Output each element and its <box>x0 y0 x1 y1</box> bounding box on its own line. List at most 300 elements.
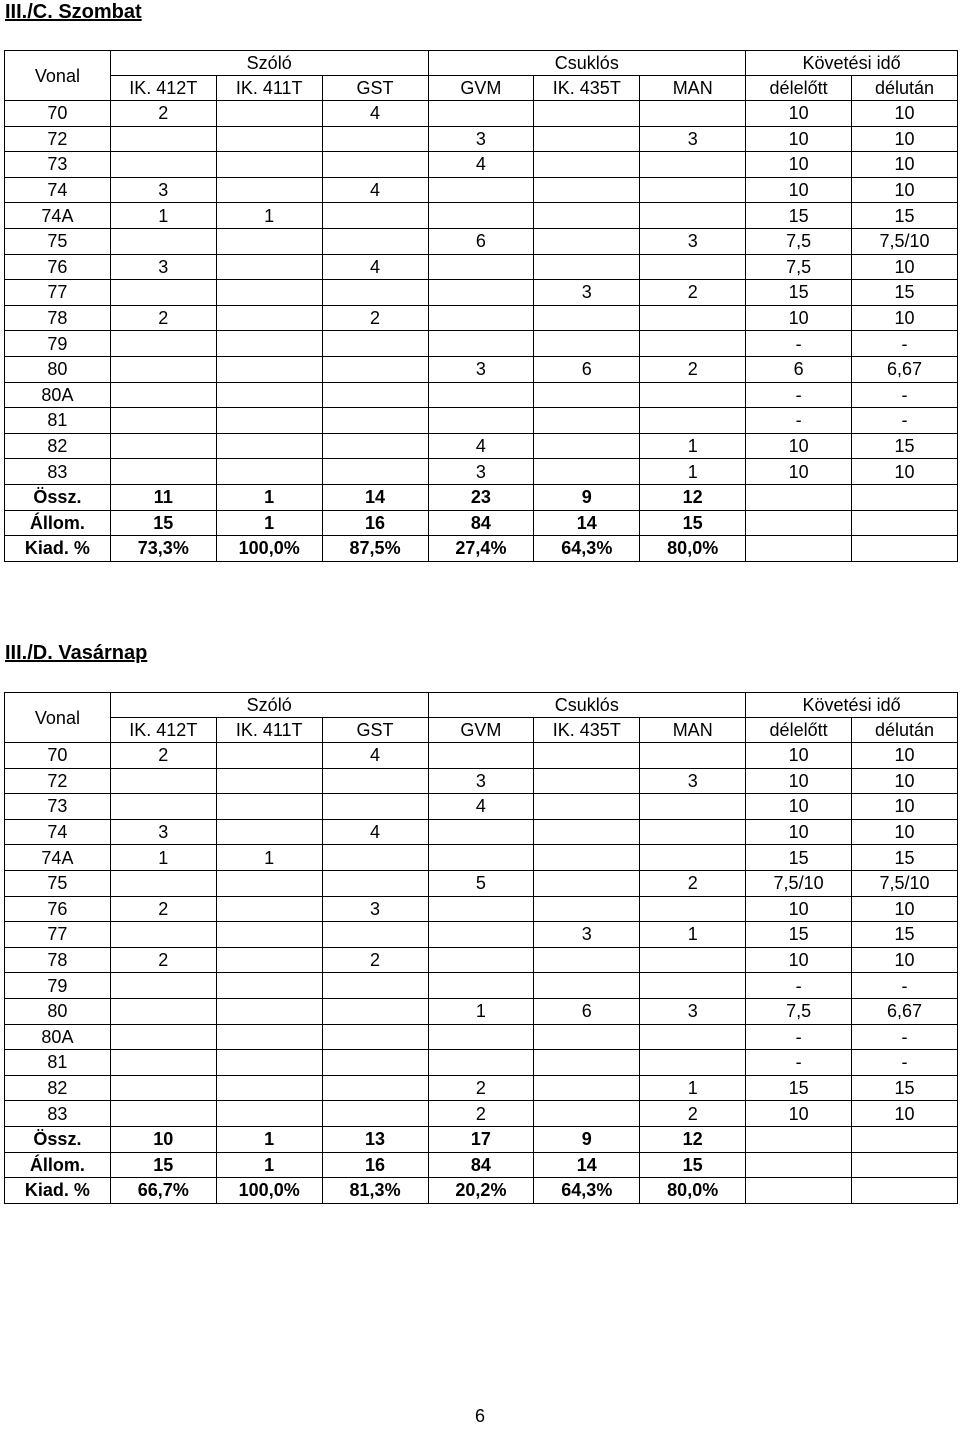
value-cell: 10 <box>852 819 958 845</box>
value-cell <box>110 794 216 820</box>
value-cell: 15 <box>852 922 958 948</box>
totals-value-cell: 9 <box>534 1126 640 1152</box>
column-header: MAN <box>640 76 746 101</box>
value-cell <box>428 101 534 127</box>
value-cell: 15 <box>746 280 852 306</box>
value-cell: 4 <box>322 177 428 203</box>
value-cell <box>216 1024 322 1050</box>
value-cell: 10 <box>852 1101 958 1127</box>
value-cell <box>322 998 428 1024</box>
value-cell: 15 <box>746 922 852 948</box>
empty-cell <box>746 484 852 510</box>
line-number-cell: 70 <box>5 101 111 127</box>
section-title-szombat: III./C. Szombat <box>5 1 142 23</box>
totals-value-cell: 84 <box>428 510 534 536</box>
value-cell <box>216 459 322 485</box>
value-cell <box>640 254 746 280</box>
value-cell <box>534 126 640 152</box>
value-cell <box>110 228 216 254</box>
value-cell <box>322 973 428 999</box>
value-cell <box>216 794 322 820</box>
header-group-kovetesi-ido: Követési idő <box>746 51 958 76</box>
line-number-cell: 81 <box>5 408 111 434</box>
value-cell <box>110 331 216 357</box>
value-cell: 3 <box>640 126 746 152</box>
value-cell <box>428 1024 534 1050</box>
value-cell: 7,5/10 <box>746 870 852 896</box>
value-cell: 4 <box>322 101 428 127</box>
value-cell: 2 <box>428 1101 534 1127</box>
value-cell <box>640 819 746 845</box>
empty-cell <box>852 510 958 536</box>
totals-value-cell: 100,0% <box>216 1178 322 1204</box>
value-cell <box>110 1024 216 1050</box>
column-header: GVM <box>428 76 534 101</box>
totals-value-cell: 14 <box>322 484 428 510</box>
value-cell: 15 <box>852 203 958 229</box>
value-cell <box>216 305 322 331</box>
value-cell <box>110 870 216 896</box>
line-number-cell: 83 <box>5 459 111 485</box>
value-cell: 6 <box>428 228 534 254</box>
value-cell: 10 <box>746 459 852 485</box>
header-group-csuklos: Csuklós <box>428 693 746 718</box>
totals-label-cell: Kiad. % <box>5 1178 111 1204</box>
line-number-cell: 73 <box>5 794 111 820</box>
value-cell <box>216 126 322 152</box>
value-cell: - <box>852 973 958 999</box>
header-group-kovetesi-ido: Követési idő <box>746 693 958 718</box>
value-cell: 3 <box>428 459 534 485</box>
line-number-cell: 74A <box>5 845 111 871</box>
value-cell <box>534 947 640 973</box>
table-row <box>5 794 958 820</box>
value-cell: 15 <box>746 1075 852 1101</box>
header-row-columns <box>5 76 958 101</box>
table-row <box>5 280 958 306</box>
value-cell <box>428 922 534 948</box>
value-cell: 15 <box>852 433 958 459</box>
value-cell: - <box>746 973 852 999</box>
value-cell: 3 <box>640 768 746 794</box>
table-row <box>5 768 958 794</box>
value-cell: 2 <box>640 356 746 382</box>
value-cell <box>428 743 534 769</box>
value-cell <box>534 152 640 178</box>
value-cell: 3 <box>110 254 216 280</box>
table-row <box>5 331 958 357</box>
value-cell: 10 <box>746 743 852 769</box>
header-group-csuklos: Csuklós <box>428 51 746 76</box>
value-cell <box>322 1050 428 1076</box>
value-cell <box>322 1101 428 1127</box>
value-cell <box>322 331 428 357</box>
line-number-cell: 72 <box>5 126 111 152</box>
value-cell: 10 <box>852 743 958 769</box>
value-cell <box>322 870 428 896</box>
value-cell: 2 <box>110 947 216 973</box>
value-cell <box>428 203 534 229</box>
table-row <box>5 152 958 178</box>
empty-cell <box>852 536 958 562</box>
value-cell <box>216 973 322 999</box>
totals-value-cell: 1 <box>216 1152 322 1178</box>
totals-value-cell: 80,0% <box>640 1178 746 1204</box>
table-row <box>5 459 958 485</box>
column-header: IK. 412T <box>110 76 216 101</box>
value-cell: 2 <box>110 743 216 769</box>
value-cell <box>110 922 216 948</box>
table-row <box>5 1050 958 1076</box>
header-group-szolo: Szóló <box>110 693 428 718</box>
totals-value-cell: 11 <box>110 484 216 510</box>
value-cell: - <box>852 382 958 408</box>
value-cell <box>428 1050 534 1076</box>
value-cell <box>534 896 640 922</box>
table-row <box>5 870 958 896</box>
value-cell <box>640 382 746 408</box>
table-row <box>5 433 958 459</box>
line-number-cell: 82 <box>5 433 111 459</box>
value-cell: 6 <box>534 356 640 382</box>
value-cell <box>640 305 746 331</box>
value-cell <box>110 408 216 434</box>
value-cell <box>640 794 746 820</box>
column-header: GST <box>322 718 428 743</box>
totals-value-cell: 73,3% <box>110 536 216 562</box>
totals-label-cell: Össz. <box>5 1126 111 1152</box>
value-cell <box>216 1075 322 1101</box>
value-cell <box>428 331 534 357</box>
value-cell: 1 <box>640 922 746 948</box>
value-cell <box>428 845 534 871</box>
totals-row <box>5 1152 958 1178</box>
column-header: délután <box>852 76 958 101</box>
value-cell: 7,5/10 <box>852 228 958 254</box>
totals-value-cell: 80,0% <box>640 536 746 562</box>
value-cell: - <box>852 331 958 357</box>
empty-cell <box>852 484 958 510</box>
value-cell: 15 <box>746 203 852 229</box>
value-cell: 7,5 <box>746 998 852 1024</box>
value-cell: 3 <box>428 126 534 152</box>
totals-value-cell: 13 <box>322 1126 428 1152</box>
totals-value-cell: 64,3% <box>534 536 640 562</box>
empty-cell <box>746 1178 852 1204</box>
totals-value-cell: 17 <box>428 1126 534 1152</box>
value-cell <box>216 922 322 948</box>
table-row <box>5 896 958 922</box>
header-vonal: Vonal <box>5 693 111 743</box>
totals-label-cell: Össz. <box>5 484 111 510</box>
header-row-columns <box>5 718 958 743</box>
line-number-cell: 79 <box>5 973 111 999</box>
value-cell <box>110 459 216 485</box>
line-number-cell: 73 <box>5 152 111 178</box>
value-cell <box>640 331 746 357</box>
line-number-cell: 76 <box>5 896 111 922</box>
value-cell: 10 <box>852 177 958 203</box>
value-cell: 7,5/10 <box>852 870 958 896</box>
value-cell <box>534 433 640 459</box>
line-number-cell: 80 <box>5 356 111 382</box>
value-cell: 1 <box>110 203 216 229</box>
value-cell: 15 <box>852 1075 958 1101</box>
value-cell: 3 <box>110 177 216 203</box>
value-cell <box>110 433 216 459</box>
section-title-vasarnap: III./D. Vasárnap <box>5 642 148 664</box>
totals-value-cell: 14 <box>534 1152 640 1178</box>
value-cell <box>216 433 322 459</box>
value-cell <box>216 896 322 922</box>
totals-row <box>5 1178 958 1204</box>
value-cell <box>322 408 428 434</box>
empty-cell <box>746 536 852 562</box>
value-cell <box>534 382 640 408</box>
totals-value-cell: 15 <box>640 1152 746 1178</box>
value-cell: 10 <box>746 896 852 922</box>
value-cell <box>640 896 746 922</box>
column-header: IK. 411T <box>216 718 322 743</box>
value-cell: 3 <box>534 280 640 306</box>
table-row <box>5 998 958 1024</box>
value-cell: 4 <box>322 819 428 845</box>
value-cell: 1 <box>216 845 322 871</box>
line-number-cell: 78 <box>5 305 111 331</box>
empty-cell <box>746 1152 852 1178</box>
value-cell <box>640 408 746 434</box>
value-cell <box>216 280 322 306</box>
value-cell <box>110 152 216 178</box>
totals-value-cell: 87,5% <box>322 536 428 562</box>
value-cell <box>534 203 640 229</box>
table-row <box>5 1024 958 1050</box>
line-number-cell: 72 <box>5 768 111 794</box>
totals-label-cell: Állom. <box>5 510 111 536</box>
table-row <box>5 408 958 434</box>
table-row <box>5 382 958 408</box>
table-row <box>5 1101 958 1127</box>
value-cell <box>428 254 534 280</box>
table-row <box>5 203 958 229</box>
line-number-cell: 83 <box>5 1101 111 1127</box>
value-cell <box>216 254 322 280</box>
table-row <box>5 228 958 254</box>
value-cell: 10 <box>852 126 958 152</box>
line-number-cell: 76 <box>5 254 111 280</box>
table-row <box>5 177 958 203</box>
value-cell: 3 <box>640 998 746 1024</box>
value-cell <box>534 819 640 845</box>
totals-value-cell: 16 <box>322 510 428 536</box>
value-cell: 10 <box>852 768 958 794</box>
value-cell: 15 <box>746 845 852 871</box>
value-cell <box>534 768 640 794</box>
line-number-cell: 80A <box>5 382 111 408</box>
line-number-cell: 79 <box>5 331 111 357</box>
value-cell <box>640 177 746 203</box>
value-cell: 1 <box>640 1075 746 1101</box>
totals-value-cell: 9 <box>534 484 640 510</box>
value-cell <box>640 947 746 973</box>
page-number: 6 <box>474 1406 485 1426</box>
value-cell: - <box>852 408 958 434</box>
totals-value-cell: 10 <box>110 1126 216 1152</box>
value-cell: 2 <box>110 101 216 127</box>
value-cell <box>534 459 640 485</box>
empty-cell <box>746 510 852 536</box>
value-cell <box>428 280 534 306</box>
totals-value-cell: 15 <box>110 1152 216 1178</box>
totals-label-cell: Állom. <box>5 1152 111 1178</box>
totals-value-cell: 23 <box>428 484 534 510</box>
value-cell: 10 <box>746 177 852 203</box>
line-number-cell: 78 <box>5 947 111 973</box>
totals-value-cell: 1 <box>216 1126 322 1152</box>
value-cell <box>640 973 746 999</box>
totals-value-cell: 14 <box>534 510 640 536</box>
value-cell: 10 <box>852 152 958 178</box>
value-cell: 10 <box>746 126 852 152</box>
value-cell: 2 <box>640 280 746 306</box>
value-cell <box>322 126 428 152</box>
totals-row <box>5 484 958 510</box>
value-cell <box>216 947 322 973</box>
value-cell <box>216 228 322 254</box>
value-cell <box>322 459 428 485</box>
value-cell <box>428 947 534 973</box>
value-cell: 3 <box>534 922 640 948</box>
value-cell: 4 <box>428 794 534 820</box>
value-cell <box>534 1050 640 1076</box>
table-row <box>5 922 958 948</box>
value-cell: 10 <box>746 101 852 127</box>
table-row <box>5 126 958 152</box>
value-cell: 10 <box>852 896 958 922</box>
value-cell <box>640 1024 746 1050</box>
value-cell <box>322 922 428 948</box>
value-cell: 10 <box>746 305 852 331</box>
value-cell <box>640 101 746 127</box>
value-cell: 6 <box>534 998 640 1024</box>
value-cell: 10 <box>746 433 852 459</box>
empty-cell <box>746 1126 852 1152</box>
column-header: GST <box>322 76 428 101</box>
value-cell <box>322 152 428 178</box>
column-header: délután <box>852 718 958 743</box>
value-cell <box>534 228 640 254</box>
value-cell: 10 <box>852 459 958 485</box>
value-cell <box>428 177 534 203</box>
totals-value-cell: 16 <box>322 1152 428 1178</box>
value-cell <box>110 998 216 1024</box>
value-cell: 15 <box>852 280 958 306</box>
value-cell: 6 <box>746 356 852 382</box>
value-cell: 4 <box>428 433 534 459</box>
value-cell <box>110 382 216 408</box>
value-cell: 10 <box>746 152 852 178</box>
value-cell <box>640 743 746 769</box>
table-row <box>5 947 958 973</box>
value-cell: 10 <box>746 768 852 794</box>
value-cell: 5 <box>428 870 534 896</box>
value-cell: - <box>746 1024 852 1050</box>
value-cell: 15 <box>852 845 958 871</box>
value-cell <box>322 794 428 820</box>
value-cell: 1 <box>640 433 746 459</box>
value-cell <box>322 280 428 306</box>
value-cell <box>534 1024 640 1050</box>
value-cell <box>110 973 216 999</box>
value-cell: 4 <box>322 743 428 769</box>
value-cell <box>110 126 216 152</box>
value-cell: 3 <box>110 819 216 845</box>
column-header: IK. 412T <box>110 718 216 743</box>
value-cell <box>534 305 640 331</box>
value-cell <box>428 382 534 408</box>
value-cell <box>534 870 640 896</box>
value-cell: 10 <box>746 794 852 820</box>
value-cell: 1 <box>640 459 746 485</box>
table-row <box>5 845 958 871</box>
totals-value-cell: 15 <box>640 510 746 536</box>
value-cell: 10 <box>852 794 958 820</box>
totals-value-cell: 20,2% <box>428 1178 534 1204</box>
totals-value-cell: 81,3% <box>322 1178 428 1204</box>
value-cell: 6,67 <box>852 998 958 1024</box>
value-cell: - <box>852 1050 958 1076</box>
value-cell: 10 <box>746 1101 852 1127</box>
value-cell <box>534 254 640 280</box>
value-cell <box>534 1075 640 1101</box>
value-cell <box>216 998 322 1024</box>
value-cell <box>428 819 534 845</box>
totals-row <box>5 510 958 536</box>
line-number-cell: 74 <box>5 819 111 845</box>
table-row <box>5 101 958 127</box>
value-cell <box>216 819 322 845</box>
value-cell <box>216 356 322 382</box>
table-row <box>5 973 958 999</box>
value-cell: - <box>852 1024 958 1050</box>
totals-value-cell: 100,0% <box>216 536 322 562</box>
totals-value-cell: 27,4% <box>428 536 534 562</box>
empty-cell <box>852 1178 958 1204</box>
value-cell <box>216 331 322 357</box>
value-cell: 2 <box>640 870 746 896</box>
value-cell: - <box>746 408 852 434</box>
table-row <box>5 254 958 280</box>
value-cell <box>534 973 640 999</box>
line-number-cell: 80 <box>5 998 111 1024</box>
value-cell: 1 <box>110 845 216 871</box>
value-cell <box>322 845 428 871</box>
value-cell <box>534 331 640 357</box>
value-cell <box>322 203 428 229</box>
value-cell: 7,5 <box>746 228 852 254</box>
value-cell: 10 <box>852 305 958 331</box>
column-header: IK. 435T <box>534 718 640 743</box>
value-cell <box>216 408 322 434</box>
value-cell <box>428 408 534 434</box>
value-cell <box>322 228 428 254</box>
value-cell: 10 <box>852 947 958 973</box>
value-cell: 3 <box>428 356 534 382</box>
value-cell: 4 <box>322 254 428 280</box>
value-cell <box>110 768 216 794</box>
value-cell: 7,5 <box>746 254 852 280</box>
value-cell: - <box>746 382 852 408</box>
